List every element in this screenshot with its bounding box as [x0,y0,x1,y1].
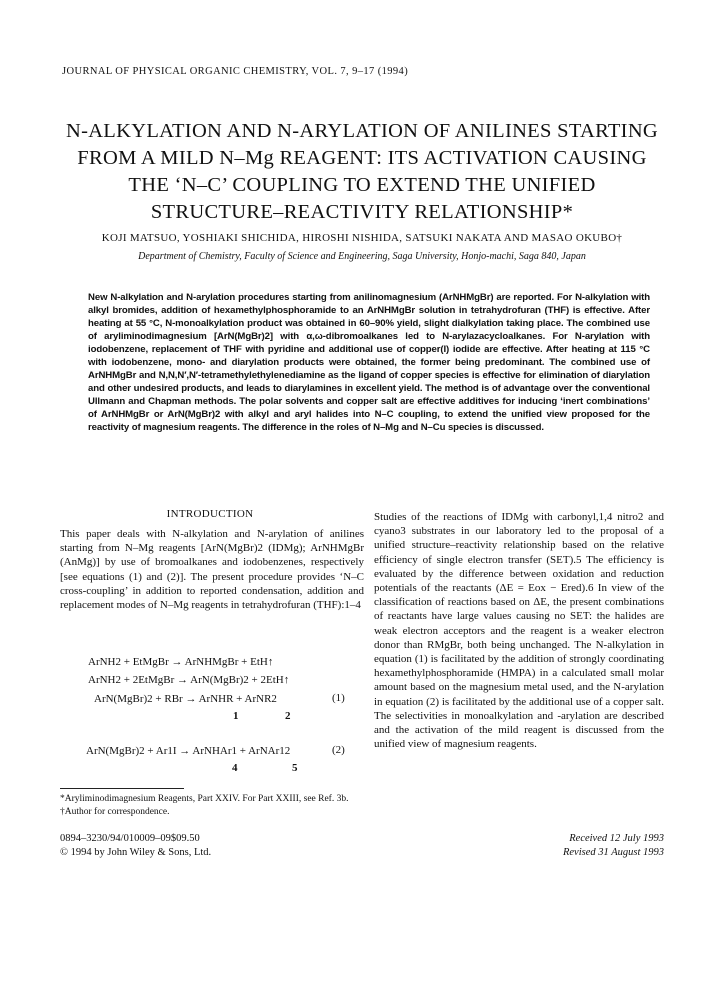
compound-label-4: 4 [232,762,238,774]
revised-date: Revised 31 August 1993 [562,847,664,858]
equation-2: ArN(MgBr)2 + Ar1I → ArNHAr1 + ArNAr12 [86,745,291,757]
article-title [40,118,684,226]
received-dates [563,832,664,860]
compound-label-1: 1 [233,710,239,722]
equation-1: ArN(MgBr)2 + RBr → ArNHR + ArNR2 [94,693,277,705]
section-heading-introduction: INTRODUCTION [166,508,254,520]
equation-grignard-2: ArNH2 + 2EtMgBr → ArN(MgBr)2 + 2EtH↑ [88,674,290,686]
title-line-3: THE ‘N–C’ COUPLING TO EXTEND THE UNIFIED [128,174,596,196]
introduction-right-column: Studies of the reactions of IDMg with carbonyl,1,4 nitro2 and cyano3 substrates in our laboratory led to the proposal of a unified structure–reactivity relationship based on the relative efficiency of single electron transfer (SET).5 The efficiency is evaluated by the difference between oxidation and reduction potentials of the reactants (ΔE = Eox − Ered).6 In view of the classification of reactions based on ΔE, the present combinations of reactants have large values causing no SET: the halides are weak electron acceptors and the reagent is a weaker electron donor than RMgBr, both being unchanged. The N-alkylation in equation (1) is facilitated by the addition of strongly coordinating hexamethylphosphoramide (HMPA) in a calculated small molar amount based on the magnesium metal used, and the N-arylation in equation (2) is facilitated by the additional use of a copper salt. The selectivities in monoalkylation and -arylation are described and the activation of the mild reagent is discussed from the unified view of magnesium reagents. [374,511,664,751]
compound-label-2: 2 [285,710,291,722]
equation-grignard-1: ArNH2 + EtMgBr → ArNHMgBr + EtH↑ [88,656,274,668]
compound-label-5: 5 [292,762,298,774]
received-date: Received 12 July 1993 [569,833,664,844]
equation-2-number: (2) [332,744,345,756]
abstract: New N-alkylation and N-arylation procedures starting from anilinomagnesium (ArNHMgBr) are reported. For N-alkylation with alkyl bromides, addition of hexamethylphosphoramide to an ArNHMgBr solution in tetrahydrofuran (THF) is effective. After heating at 55 °C, N-monoalkylation product was obtained in 60–90% yield, slight dialkylation taking place. The combined use of aryliminodimagnesium [ArN(MgBr)2] with α,ω-dibromoalkanes led to N-arylazacycloalkanes. For N-arylation with iodobenzene, replacement of THF with pyridine and additional use of copper(I) iodide are effective. After heating at 115 °C with iodobenzene, mono- and diarylation products were obtained, the former being predominant. The combined use of ArNHMgBr and N,N,N′,N′-tetramethylethylenediamine as the ligand of copper species is effective for elimination of diarylation and other undesired products, and leads to diarylamines in excellent yield. The method is of advantage over the conventional Ullmann and Chapman methods. The polar solvents and copper salt are effective additives for inducing ‘inert combinations’ of ArNHMgBr or ArN(MgBr)2 with alkyl and aryl halides into N–C coupling, to extend the unified view proposed for the reactivity of magnesium reagents. The difference in the roles of N–Mg and N–Cu species is discussed. [88,292,650,433]
journal-header: JOURNAL OF PHYSICAL ORGANIC CHEMISTRY, VOL. 7, 9–17 (1994) [62,66,409,77]
title-line-2: FROM A MILD N–Mg REAGENT: ITS ACTIVATION CAUSING [77,147,647,169]
title-line-4: STRUCTURE–REACTIVITY RELATIONSHIP* [150,201,574,223]
footnote-rule [60,788,184,789]
equation-1-number: (1) [332,692,345,704]
copyright: © 1994 by John Wiley & Sons, Ltd. [60,847,212,858]
introduction-left-column: This paper deals with N-alkylation and N-arylation of anilines starting from N–Mg reagents [ArN(MgBr)2 (IDMg); ArNHMgBr (AnMg)] by use of bromoalkanes and iodobenzenes, respectively [see equations (1) and (2)]. The present procedure provides ‘N–C cross-coupling’ in addition to reported condensation, addition and replacement modes of N–Mg reagents in tetrahydrofuran (THF):1–4 [60,528,364,612]
title-line-1: N-ALKYLATION AND N-ARYLATION OF ANILINES STARTING [65,120,659,142]
issn-code: 0894–3230/94/010009–09$09.50 [60,833,200,844]
affiliation: Department of Chemistry, Faculty of Science and Engineering, Saga University, Honjo-machi, Saga 840, Japan [138,251,586,262]
author-list: KOJI MATSUO, YOSHIAKI SHICHIDA, HIROSHI NISHIDA, SATSUKI NAKATA AND MASAO OKUBO† [101,232,623,244]
footnote-series: *Aryliminodimagnesium Reagents, Part XXIV. For Part XXIII, see Ref. 3b. [60,794,349,804]
footnote-correspondence: †Author for correspondence. [60,807,170,817]
issn-block [60,832,211,860]
